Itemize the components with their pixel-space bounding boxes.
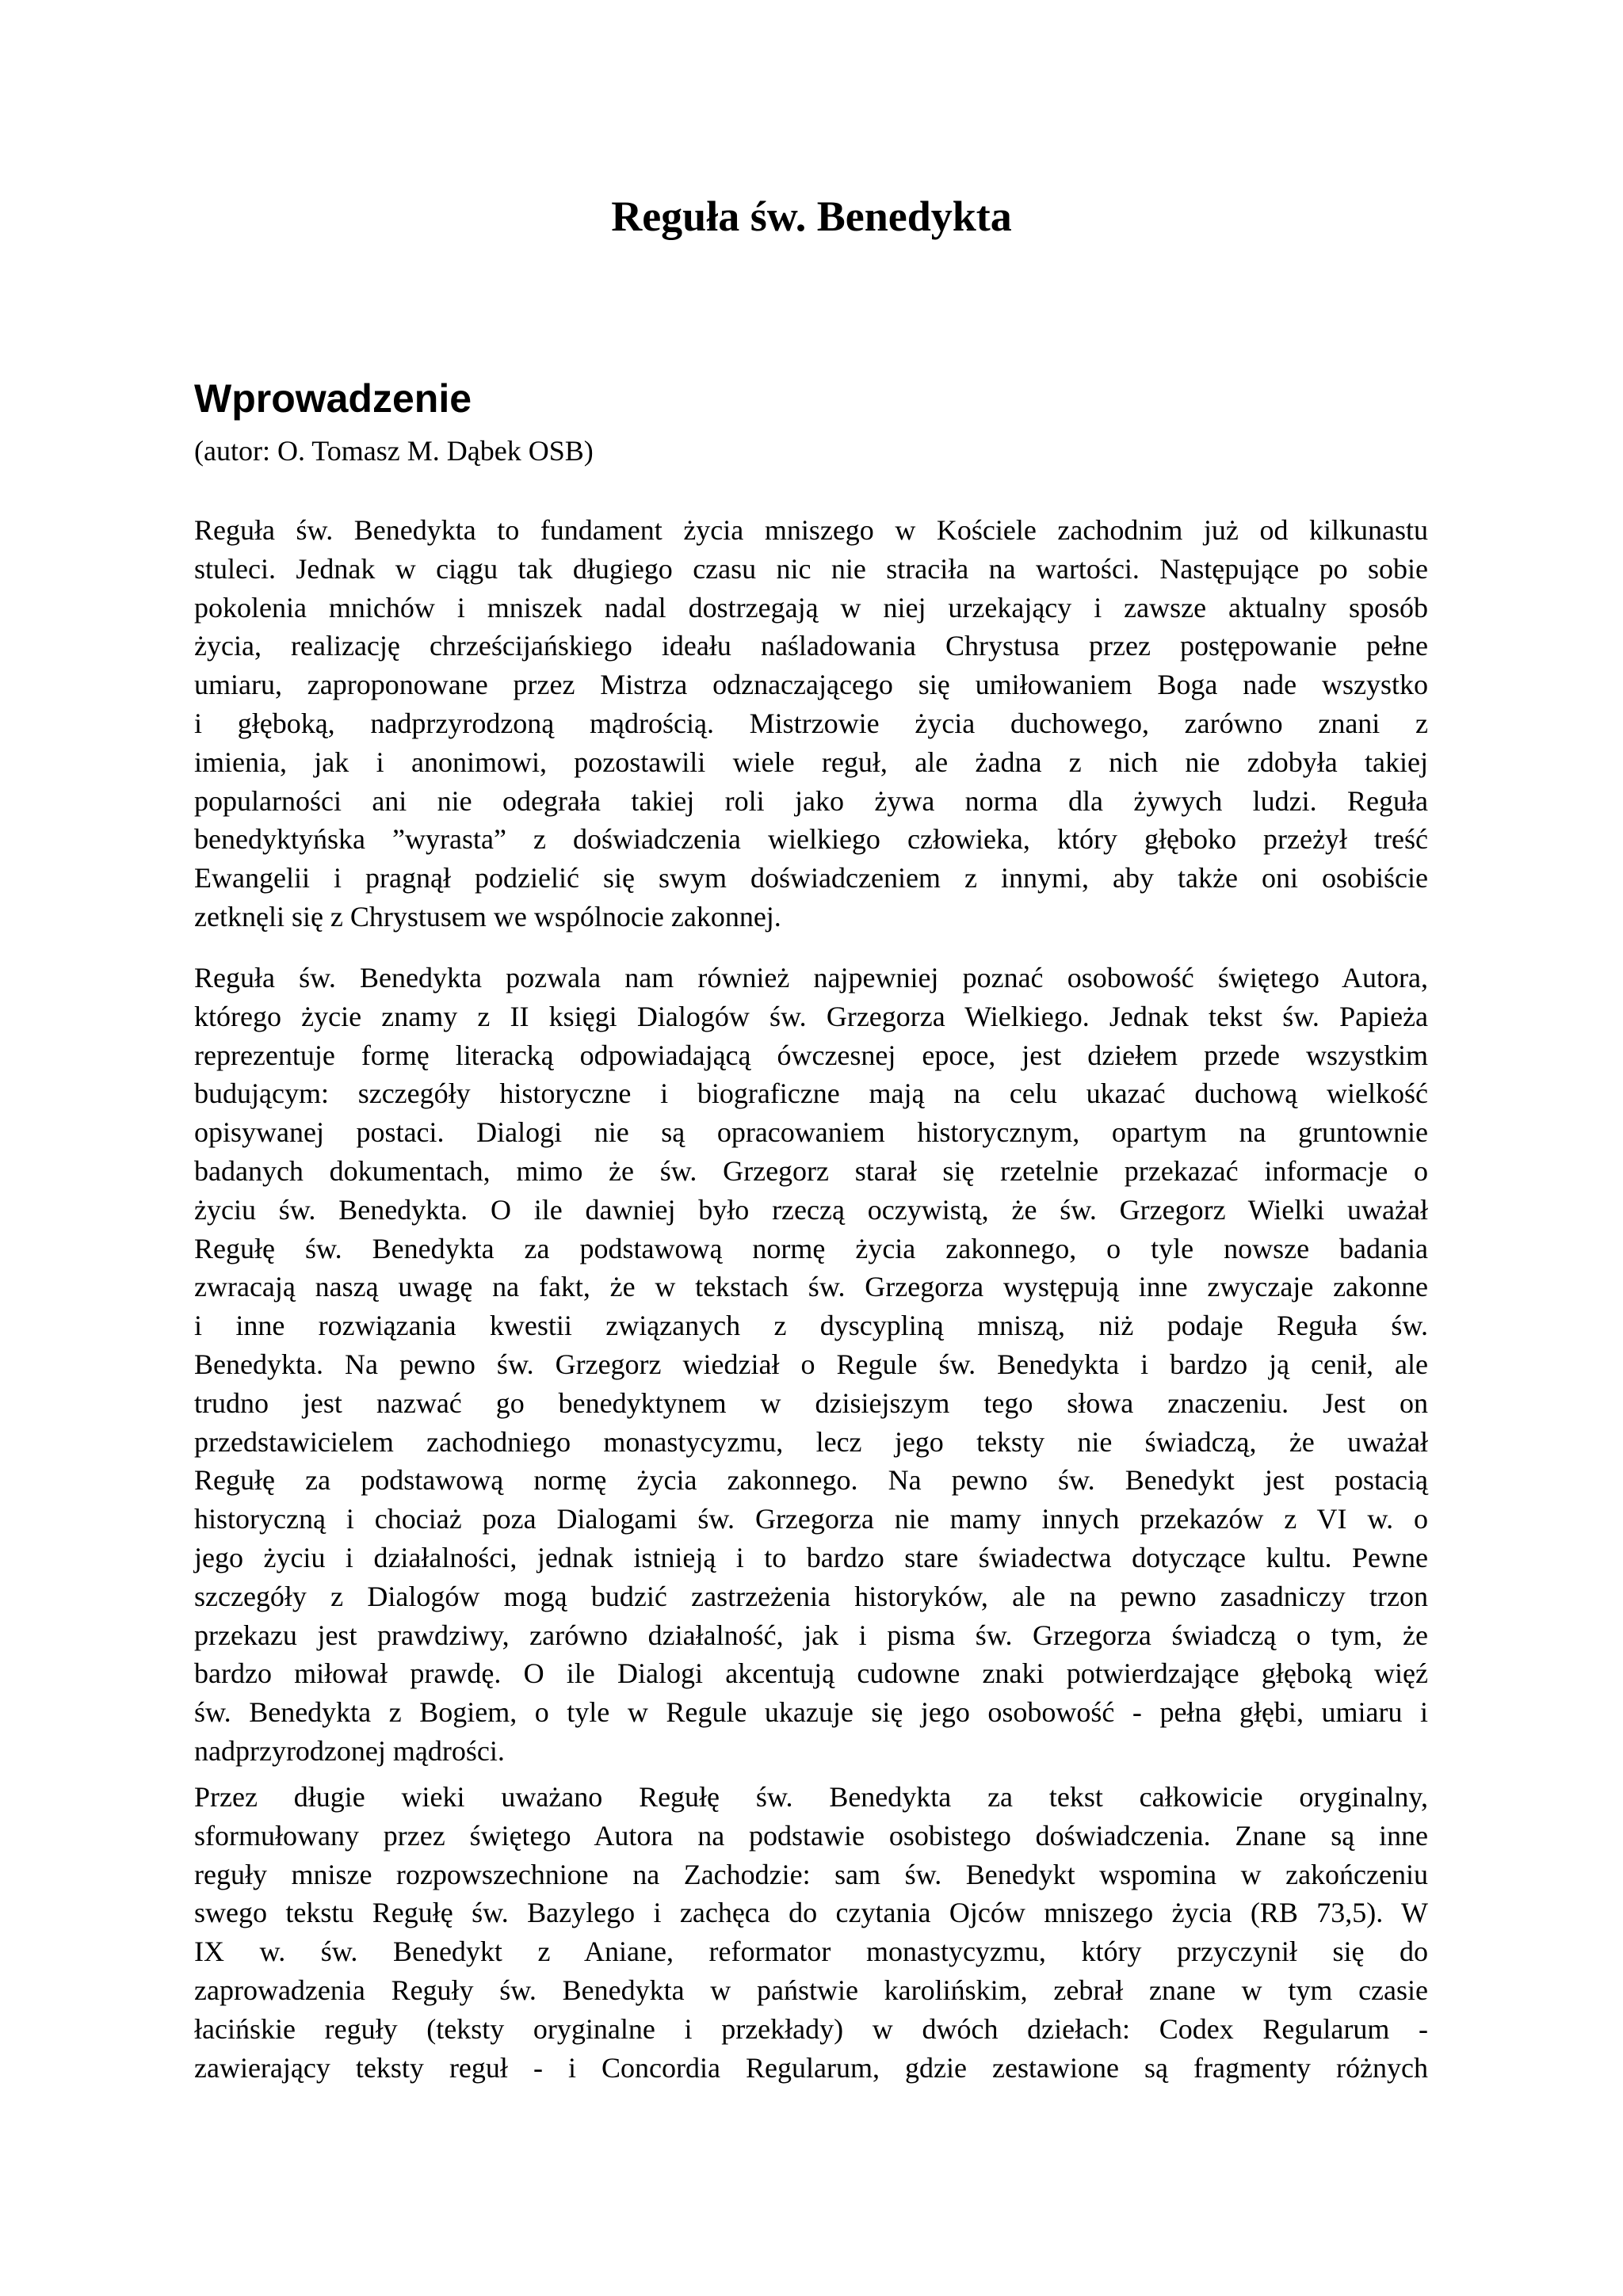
paragraph-1 — [194, 511, 1428, 936]
text-line: jego życiu i działalności, jednak istnieją i to bardzo stare świadectwa dotyczące kultu. Pewne — [194, 1541, 1428, 1573]
text-line: zetknęli się z Chrystusem we wspólnocie zakonnej. — [194, 900, 781, 933]
text-line: Regułę za podstawową normę życia zakonnego. Na pewno św. Benedykt jest postacią — [194, 1464, 1428, 1497]
text-line: badanych dokumentach, mimo że św. Grzegorz starał się rzetelnie przekazać informacje o — [194, 1154, 1428, 1187]
text-line: nadprzyrodzonej mądrości. — [194, 1734, 505, 1767]
text-line: reprezentuje formę literacką odpowiadającą ówczesnej epoce, jest dziełem przede wszystkim — [194, 1039, 1428, 1071]
section-heading: Wprowadzenie — [194, 376, 472, 421]
text-line: przekazu jest prawdziwy, zarówno działalność, jak i pisma św. Grzegorza świadczą o tym, że — [194, 1619, 1428, 1651]
text-line: swego tekstu Regułę św. Bazylego i zachęca do czytania Ojców mniszego życia (RB 73,5). W — [194, 1897, 1428, 1929]
text-line: zawierający teksty reguł - i Concordia Regularum, gdzie zestawione są fragmenty różnych — [194, 2051, 1428, 2084]
text-line: pokolenia mnichów i mniszek nadal dostrzegają w niej urzekający i zawsze aktualny sposób — [194, 591, 1428, 624]
text-line: zwracają naszą uwagę na fakt, że w tekstach św. Grzegorza występują inne zwyczaje zakonne — [194, 1271, 1428, 1303]
text-line: którego życie znamy z II księgi Dialogów św. Grzegorza Wielkiego. Jednak tekst św. Papieża — [194, 1000, 1428, 1032]
text-line: Ewangelii i pragnął podzielić się swym doświadczeniem z innymi, aby także oni osobiście — [194, 862, 1428, 894]
text-line: Reguła św. Benedykta pozwala nam również najpewniej poznać osobowość świętego Autora, — [194, 962, 1428, 994]
text-line: opisywanej postaci. Dialogi nie są opracowaniem historycznym, opartym na gruntownie — [194, 1116, 1428, 1149]
text-line: życia, realizację chrześcijańskiego ideału naśladowania Chrystusa przez postępowanie pełne — [194, 630, 1428, 662]
text-line: Regułę św. Benedykta za podstawową normę życia zakonnego, o tyle nowsze badania — [194, 1232, 1428, 1264]
text-line: łacińskie reguły (teksty oryginalne i przekłady) w dwóch dziełach: Codex Regularum - — [194, 2012, 1428, 2045]
text-line: Przez długie wieki uważano Regułę św. Benedykta za tekst całkowicie oryginalny, — [194, 1781, 1428, 1813]
text-line: sformułowany przez świętego Autora na podstawie osobistego doświadczenia. Znane są inne — [194, 1819, 1428, 1852]
text-line: i głęboką, nadprzyrodzoną mądrością. Mistrzowie życia duchowego, zarówno znani z — [194, 707, 1428, 739]
text-line: Reguła św. Benedykta to fundament życia mniszego w Kościele zachodnim już od kilkunastu — [194, 514, 1428, 546]
text-line: bardzo miłował prawdę. O ile Dialogi akcentują cudowne znaki potwierdzające głęboką więź — [194, 1657, 1428, 1690]
document-title: Reguła św. Benedykta — [611, 193, 1012, 240]
text-line: zaprowadzenia Reguły św. Benedykta w państwie karolińskim, zebrał znane w tym czasie — [194, 1974, 1428, 2006]
text-line: szczegóły z Dialogów mogą budzić zastrzeżenia historyków, ale na pewno zasadniczy trzon — [194, 1580, 1428, 1612]
text-line: życiu św. Benedykta. O ile dawniej było rzeczą oczywistą, że św. Grzegorz Wielki uważał — [194, 1193, 1428, 1226]
text-line: popularności ani nie odegrała takiej roli jako żywa norma dla żywych ludzi. Reguła — [194, 784, 1428, 817]
text-line: przedstawicielem zachodniego monastycyzmu, lecz jego teksty nie świadczą, że uważał — [194, 1425, 1428, 1458]
text-line: i inne rozwiązania kwestii związanych z dyscypliną mniszą, niż podaje Reguła św. — [194, 1310, 1428, 1342]
paragraph-3 — [194, 1778, 1428, 2087]
text-line: stuleci. Jednak w ciągu tak długiego czasu nic nie straciła na wartości. Następujące po sobie — [194, 552, 1428, 585]
text-line: Benedykta. Na pewno św. Grzegorz wiedział o Regule św. Benedykta i bardzo ją cenił, ale — [194, 1348, 1428, 1380]
text-line: budującym: szczegóły historyczne i biograficzne mają na celu ukazać duchową wielkość — [194, 1077, 1428, 1110]
text-line: imienia, jak i anonimowi, pozostawili wiele reguł, ale żadna z nich nie zdobyła takiej — [194, 746, 1428, 778]
text-line: umiaru, zaproponowane przez Mistrza odznaczającego się umiłowaniem Boga nade wszystko — [194, 669, 1428, 701]
text-line: historyczną i chociaż poza Dialogami św. Grzegorza nie mamy innych przekazów z VI w. o — [194, 1503, 1428, 1535]
author-line: (autor: O. Tomasz M. Dąbek OSB) — [194, 435, 594, 467]
paragraph-2 — [194, 959, 1428, 1771]
text-line: trudno jest nazwać go benedyktynem w dzisiejszym tego słowa znaczeniu. Jest on — [194, 1386, 1428, 1419]
text-line: benedyktyńska ”wyrasta” z doświadczenia wielkiego człowieka, który głęboko przeżył treść — [194, 823, 1428, 856]
text-line: IX w. św. Benedykt z Aniane, reformator monastycyzmu, który przyczynił się do — [194, 1936, 1428, 1968]
text-line: reguły mnisze rozpowszechnione na Zachodzie: sam św. Benedykt wspomina w zakończeniu — [194, 1858, 1428, 1890]
text-line: św. Benedykta z Bogiem, o tyle w Regule ukazuje się jego osobowość - pełna głębi, umiaru i — [194, 1696, 1428, 1729]
